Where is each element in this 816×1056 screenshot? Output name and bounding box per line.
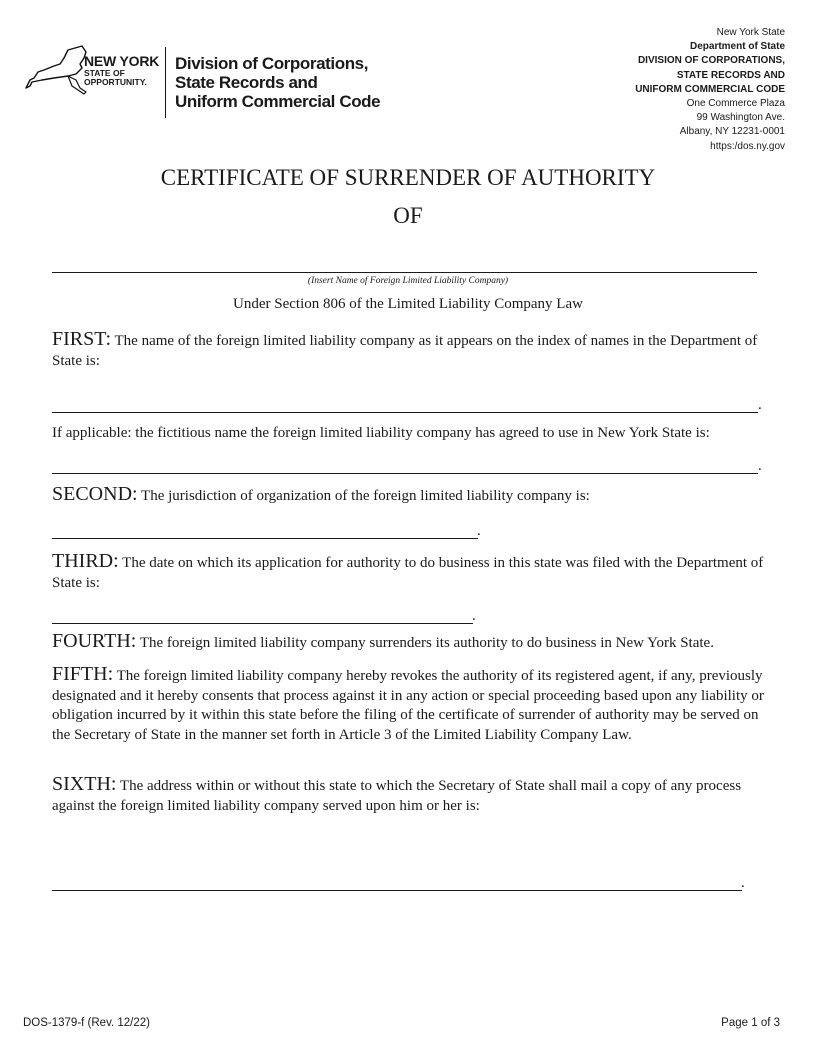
filing-date-field[interactable] (52, 623, 473, 624)
address-line-4: STATE RECORDS AND (676, 69, 785, 81)
address-line-2: Department of State (689, 41, 785, 53)
section-sixth (52, 775, 752, 816)
sixth-text: The address within or without this state to which the Secretary of State shall mail a copy of any process against the foreign limited liability company served upon him or her is: (52, 778, 742, 814)
fifth-text: The foreign limited liability company hereby revokes the authority of its registered agent, if any, previously designated and it hereby consents that process against it in any action or special proceeding based upon any liability or obligation incurred by it within this state before the filing of the certificate of surrender of authority may be served on the Secretary of State in the manner set forth in Article 3 of the Limited Liability Company Law. (52, 668, 764, 743)
division-line-2: State Records and (175, 73, 318, 92)
address-line-1: New York State (716, 27, 785, 38)
address-line-7: 99 Washington Ave. (696, 112, 785, 124)
service-address-field[interactable] (52, 890, 742, 891)
first-text: The name of the foreign limited liability company as it appears on the index of names in the Department of State is: (52, 333, 758, 369)
third-text: The date on which its application for authority to do business in this state was filed with the Department of State is: (52, 555, 764, 591)
new-york-state-logo (84, 54, 159, 87)
first-name-field[interactable] (52, 412, 758, 413)
first-name-period: . (758, 397, 762, 413)
section-fourth (52, 632, 772, 654)
third-heading: THIRD: (52, 550, 119, 572)
page-number: Page 1 of 3 (721, 1017, 780, 1029)
section-third (52, 552, 764, 593)
address-line-6: One Commerce Plaza (686, 98, 785, 110)
fourth-heading: FOURTH: (52, 630, 137, 652)
company-name-caption: (Insert Name of Foreign Limited Liability Company) (307, 276, 509, 286)
fictitious-name-field[interactable] (52, 473, 758, 474)
division-line-3: Uniform Commercial Code (175, 92, 381, 111)
service-address-period: . (741, 875, 745, 891)
logo-state-of-text: STATE OF (84, 68, 125, 78)
logo-new-york-text: NEW YORK (84, 53, 160, 69)
form-number: DOS-1379-f (Rev. 12/22) (23, 1017, 150, 1029)
section-fifth (52, 665, 764, 745)
fictitious-name-period: . (758, 458, 762, 474)
fifth-heading: FIFTH: (52, 663, 114, 685)
logo-opportunity-text: OPPORTUNITY. (84, 77, 147, 87)
address-line-8: Albany, NY 12231-0001 (679, 126, 785, 138)
section-first (52, 330, 764, 371)
fourth-text: The foreign limited liability company surrenders its authority to do business in New York State. (136, 635, 714, 651)
agency-address (635, 26, 785, 154)
address-line-3: DIVISION OF CORPORATIONS, (637, 55, 785, 67)
division-name (175, 54, 380, 111)
filing-date-period: . (472, 608, 476, 624)
first-heading: FIRST: (52, 328, 112, 350)
company-name-field[interactable] (52, 272, 757, 273)
second-heading: SECOND: (52, 483, 138, 505)
jurisdiction-period: . (477, 523, 481, 539)
document-title-of: OF (393, 203, 423, 228)
statute-subtitle: Under Section 806 of the Limited Liability Company Law (233, 296, 583, 312)
first-applicable-text: If applicable: the fictitious name the foreign limited liability company has agreed to use in New York State is: (52, 425, 710, 441)
division-line-1: Division of Corporations, (175, 54, 369, 73)
document-title: CERTIFICATE OF SURRENDER OF AUTHORITY (160, 165, 656, 190)
address-line-5: UNIFORM COMMERCIAL CODE (635, 83, 785, 95)
second-text: The jurisdiction of organization of the foreign limited liability company is: (137, 488, 590, 504)
address-website[interactable]: https:/dos.ny.gov (710, 140, 785, 152)
section-second (52, 485, 764, 507)
jurisdiction-field[interactable] (52, 538, 478, 539)
logo-divider (165, 47, 166, 118)
sixth-heading: SIXTH: (52, 773, 117, 795)
